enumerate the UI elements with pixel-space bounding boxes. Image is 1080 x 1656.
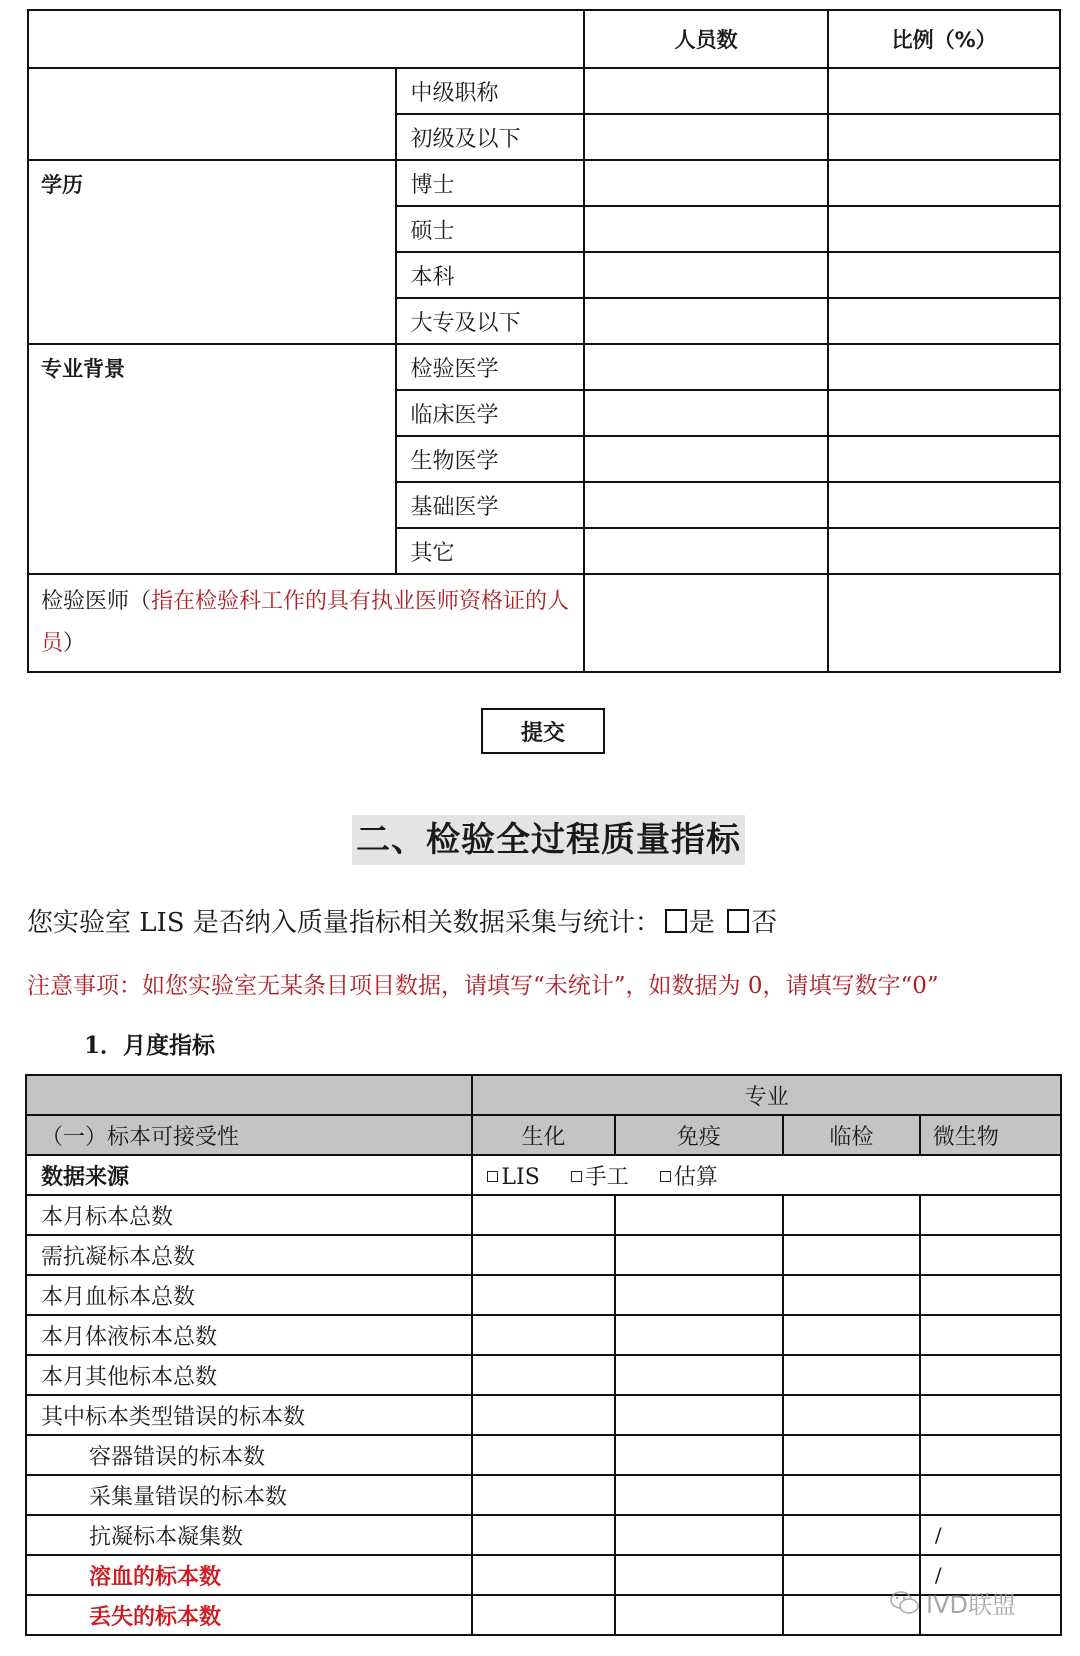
biochem-cell[interactable] — [472, 1235, 614, 1275]
micro-cell[interactable] — [920, 1475, 1061, 1515]
biochem-cell[interactable] — [472, 1275, 614, 1315]
ratio-cell[interactable] — [828, 436, 1060, 482]
indicator-label: 本月体液标本总数 — [26, 1315, 472, 1355]
table-row — [28, 160, 1060, 206]
header-ratio: 比例（%） — [828, 10, 1060, 68]
ratio-cell[interactable] — [828, 482, 1060, 528]
micro-cell[interactable] — [920, 1355, 1061, 1395]
micro-cell[interactable] — [920, 1315, 1061, 1355]
subcategory-label: 生物医学 — [396, 436, 584, 482]
count-cell[interactable] — [584, 206, 828, 252]
checkbox-no[interactable] — [727, 909, 749, 933]
checkbox-icon[interactable] — [660, 1171, 671, 1182]
biochem-cell[interactable] — [472, 1355, 614, 1395]
source-estimate-label: 估算 — [673, 1164, 718, 1190]
biochem-cell[interactable] — [472, 1195, 614, 1235]
source-option-lis[interactable] — [487, 1165, 539, 1190]
header-count: 人员数 — [584, 10, 828, 68]
immuno-cell[interactable] — [615, 1195, 783, 1235]
col-clinical: 临检 — [783, 1115, 920, 1155]
biochem-cell[interactable] — [472, 1435, 614, 1475]
indicator-label: 本月其他标本总数 — [26, 1355, 472, 1395]
wechat-icon — [890, 1590, 920, 1616]
table-row — [28, 68, 1060, 114]
immuno-cell[interactable] — [615, 1355, 783, 1395]
watermark — [890, 1585, 1016, 1620]
submit-button[interactable]: 提交 — [481, 708, 605, 754]
table-row — [26, 1475, 1061, 1515]
ratio-cell[interactable] — [828, 344, 1060, 390]
micro-cell[interactable] — [920, 1395, 1061, 1435]
source-manual-label: 手工 — [584, 1164, 629, 1190]
header-blank — [28, 10, 584, 68]
subcategory-label: 检验医学 — [396, 344, 584, 390]
biochem-cell[interactable] — [472, 1395, 614, 1435]
option-no-label: 否 — [751, 908, 778, 938]
subcategory-label: 其它 — [396, 528, 584, 574]
biochem-cell[interactable] — [472, 1515, 614, 1555]
ratio-cell[interactable] — [828, 298, 1060, 344]
indicator-label: 本月标本总数 — [26, 1195, 472, 1235]
subcategory-label: 临床医学 — [396, 390, 584, 436]
notice-text: 注意事项：如您实验室无某条目项目数据，请填写“未统计”，如数据为 0，请填写数字“0” — [27, 973, 939, 999]
physician-text: 检验医师（ — [41, 589, 152, 614]
table-row — [26, 1195, 1061, 1235]
subheading-monthly: 1．月度指标 — [84, 1032, 216, 1059]
micro-cell[interactable] — [920, 1235, 1061, 1275]
subcategory-label: 硕士 — [396, 206, 584, 252]
table-row — [28, 344, 1060, 390]
biochem-cell[interactable] — [472, 1555, 614, 1595]
immuno-cell[interactable] — [615, 1475, 783, 1515]
checkbox-yes[interactable] — [665, 909, 687, 933]
immuno-cell[interactable] — [615, 1315, 783, 1355]
physician-close: ） — [63, 631, 86, 656]
immuno-cell[interactable] — [615, 1235, 783, 1275]
subcategory-label: 博士 — [396, 160, 584, 206]
ratio-cell[interactable] — [828, 528, 1060, 574]
count-cell[interactable] — [584, 68, 828, 114]
data-source-label: 数据来源 — [26, 1155, 472, 1195]
count-cell[interactable] — [584, 574, 828, 672]
col-immuno: 免疫 — [615, 1115, 783, 1155]
table-row — [26, 1395, 1061, 1435]
table-row — [26, 1355, 1061, 1395]
immuno-cell[interactable] — [615, 1515, 783, 1555]
table-row — [26, 1235, 1061, 1275]
checkbox-icon[interactable] — [487, 1171, 498, 1182]
lis-question-text: 您实验室 LIS 是否纳入质量指标相关数据采集与统计： — [27, 908, 661, 938]
col-biochem: 生化 — [472, 1115, 614, 1155]
table-row-physician — [28, 574, 1060, 672]
ratio-cell[interactable] — [828, 390, 1060, 436]
option-yes-label: 是 — [688, 908, 715, 938]
count-cell[interactable] — [584, 436, 828, 482]
count-cell[interactable] — [584, 344, 828, 390]
clinical-cell[interactable] — [783, 1275, 920, 1315]
table-row — [26, 1275, 1061, 1315]
header-specialty: 专业 — [472, 1075, 1061, 1115]
immuno-cell[interactable] — [615, 1555, 783, 1595]
count-cell[interactable] — [584, 160, 828, 206]
physician-note: 指在检验科工作的具有执业医师资格证的人员 — [41, 589, 570, 656]
count-cell[interactable] — [584, 252, 828, 298]
indicator-label: 采集量错误的标本数 — [26, 1475, 472, 1515]
indicator-label: 溶血的标本数 — [26, 1555, 472, 1595]
section-title: 二、检验全过程质量指标 — [352, 815, 745, 865]
count-cell[interactable] — [584, 298, 828, 344]
subcategory-label: 基础医学 — [396, 482, 584, 528]
subcategory-label: 本科 — [396, 252, 584, 298]
count-cell[interactable] — [584, 114, 828, 160]
indicator-label: 其中标本类型错误的标本数 — [26, 1395, 472, 1435]
ratio-cell[interactable] — [828, 252, 1060, 298]
subcategory-label: 初级及以下 — [396, 114, 584, 160]
biochem-cell[interactable] — [472, 1315, 614, 1355]
clinical-cell[interactable] — [783, 1235, 920, 1275]
checkbox-icon[interactable] — [571, 1171, 582, 1182]
staff-table — [27, 9, 1061, 673]
count-cell[interactable] — [584, 528, 828, 574]
count-cell[interactable] — [584, 482, 828, 528]
data-source-options — [472, 1155, 1061, 1195]
indicator-label: 容器错误的标本数 — [26, 1435, 472, 1475]
lis-question — [27, 905, 777, 941]
clinical-cell[interactable] — [783, 1475, 920, 1515]
micro-cell[interactable]: / — [920, 1515, 1061, 1555]
count-cell[interactable] — [584, 390, 828, 436]
ratio-cell[interactable] — [828, 574, 1060, 672]
table-row — [26, 1435, 1061, 1475]
monthly-indicator-table — [25, 1074, 1062, 1636]
indicator-label: 丢失的标本数 — [26, 1595, 472, 1635]
physician-label — [28, 574, 584, 672]
ratio-cell[interactable] — [828, 68, 1060, 114]
immuno-cell[interactable] — [615, 1275, 783, 1315]
ratio-cell[interactable] — [828, 206, 1060, 252]
indicator-label: 抗凝标本凝集数 — [26, 1515, 472, 1555]
micro-cell[interactable] — [920, 1195, 1061, 1235]
group-label: 学历 — [28, 160, 396, 344]
table-row — [26, 1515, 1061, 1555]
indicator-label: 本月血标本总数 — [26, 1275, 472, 1315]
indicator-label: 需抗凝标本总数 — [26, 1235, 472, 1275]
watermark-text: IVD联盟 — [926, 1591, 1016, 1619]
immuno-cell[interactable] — [615, 1595, 783, 1635]
col-micro: 微生物 — [920, 1115, 1061, 1155]
group-title-blank — [28, 68, 396, 160]
immuno-cell[interactable] — [615, 1435, 783, 1475]
biochem-cell[interactable] — [472, 1595, 614, 1635]
subcategory-label: 中级职称 — [396, 68, 584, 114]
clinical-cell[interactable] — [783, 1395, 920, 1435]
clinical-cell[interactable] — [783, 1315, 920, 1355]
source-option-manual[interactable] — [571, 1165, 629, 1190]
source-lis-label: LIS — [501, 1164, 540, 1190]
clinical-cell[interactable] — [783, 1435, 920, 1475]
ratio-cell[interactable] — [828, 160, 1060, 206]
table-row — [26, 1315, 1061, 1355]
header-blank — [26, 1075, 472, 1115]
source-option-estimate[interactable] — [660, 1165, 718, 1190]
immuno-cell[interactable] — [615, 1395, 783, 1435]
clinical-cell[interactable] — [783, 1195, 920, 1235]
ratio-cell[interactable] — [828, 114, 1060, 160]
clinical-cell[interactable] — [783, 1355, 920, 1395]
group-label: 专业背景 — [28, 344, 396, 574]
micro-cell[interactable] — [920, 1275, 1061, 1315]
section-label: （一）标本可接受性 — [26, 1115, 472, 1155]
micro-cell[interactable] — [920, 1435, 1061, 1475]
biochem-cell[interactable] — [472, 1475, 614, 1515]
subcategory-label: 大专及以下 — [396, 298, 584, 344]
clinical-cell[interactable] — [783, 1515, 920, 1555]
micro-cell[interactable]: / — [920, 1555, 1061, 1595]
